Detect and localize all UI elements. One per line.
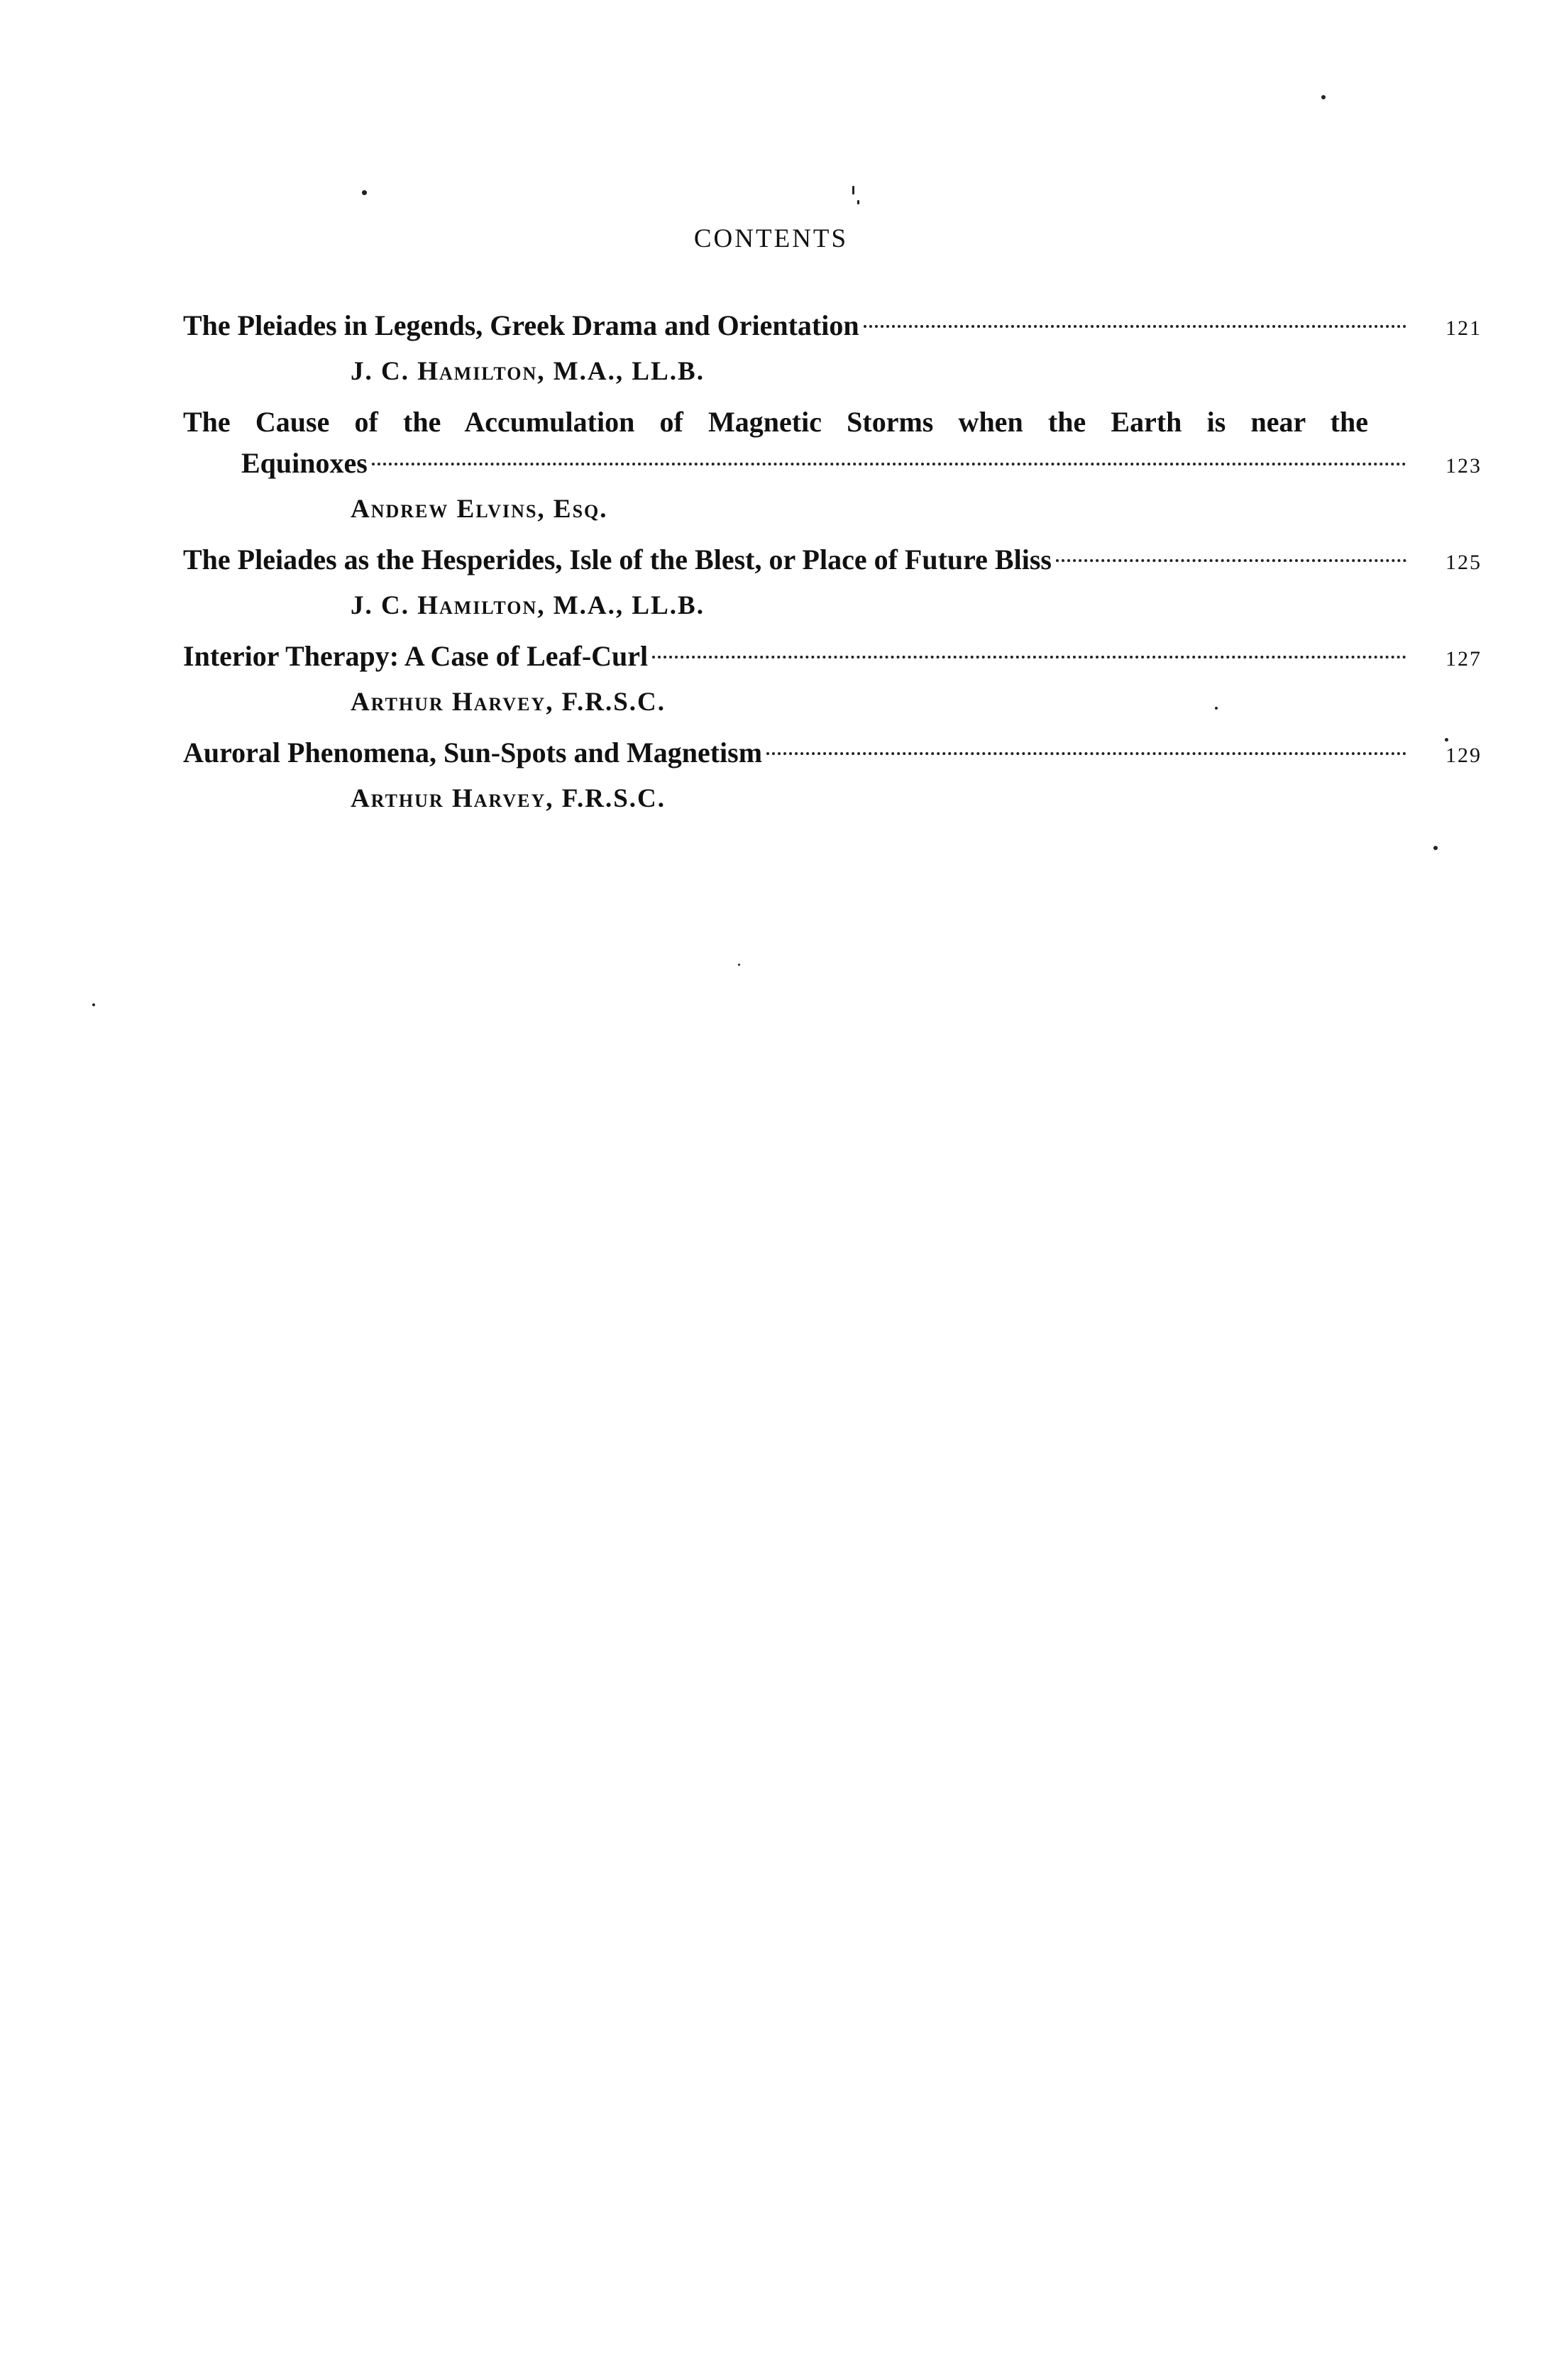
scan-speck bbox=[1321, 95, 1326, 99]
entry-page-number: 127 bbox=[1445, 647, 1482, 671]
dot-leader bbox=[1056, 559, 1406, 562]
scan-speck bbox=[738, 964, 740, 966]
dot-leader bbox=[652, 656, 1406, 659]
entry-author: J. C. Hamilton, M.A., LL.B. bbox=[351, 591, 705, 620]
entry-title: The Pleiades as the Hesperides, Isle of the Blest, or Place of Future Bliss bbox=[183, 544, 1052, 575]
entry-title-continuation: Equinoxes bbox=[241, 447, 368, 479]
scan-speck bbox=[362, 190, 367, 195]
toc-entry bbox=[183, 636, 1482, 722]
scan-speck bbox=[1445, 738, 1448, 742]
entry-title: The Pleiades in Legends, Greek Drama and Orientation bbox=[183, 309, 859, 341]
entry-author: Andrew Elvins, Esq. bbox=[351, 495, 608, 524]
entry-page-number: 129 bbox=[1445, 744, 1482, 767]
entry-title: Auroral Phenomena, Sun-Spots and Magnetism bbox=[183, 737, 763, 768]
scan-speck bbox=[1215, 707, 1218, 710]
entry-page-number: 125 bbox=[1445, 551, 1482, 574]
dot-leader bbox=[766, 752, 1406, 755]
entry-title: Interior Therapy: A Case of Leaf-Curl bbox=[183, 640, 649, 672]
toc-entry bbox=[183, 732, 1482, 819]
scan-speck bbox=[852, 186, 854, 194]
contents-heading: CONTENTS bbox=[693, 224, 849, 253]
dot-leader bbox=[864, 325, 1406, 328]
entry-page-number: 123 bbox=[1445, 454, 1482, 478]
dot-leader bbox=[372, 463, 1406, 465]
entry-page-number: 121 bbox=[1445, 316, 1482, 340]
scan-speck bbox=[857, 200, 859, 204]
toc-entry bbox=[183, 402, 1482, 529]
entry-author: Arthur Harvey, F.R.S.C. bbox=[351, 784, 666, 813]
table-of-contents bbox=[183, 305, 1482, 819]
scan-speck bbox=[1433, 846, 1438, 850]
toc-entry bbox=[183, 305, 1482, 392]
entry-title-line: The Cause of the Accumulation of Magnetic Storms when the Earth is near the bbox=[183, 406, 1368, 438]
entry-author: J. C. Hamilton, M.A., LL.B. bbox=[351, 357, 705, 386]
toc-entry bbox=[183, 539, 1482, 626]
scan-speck bbox=[92, 1003, 95, 1006]
entry-author: Arthur Harvey, F.R.S.C. bbox=[351, 688, 666, 717]
